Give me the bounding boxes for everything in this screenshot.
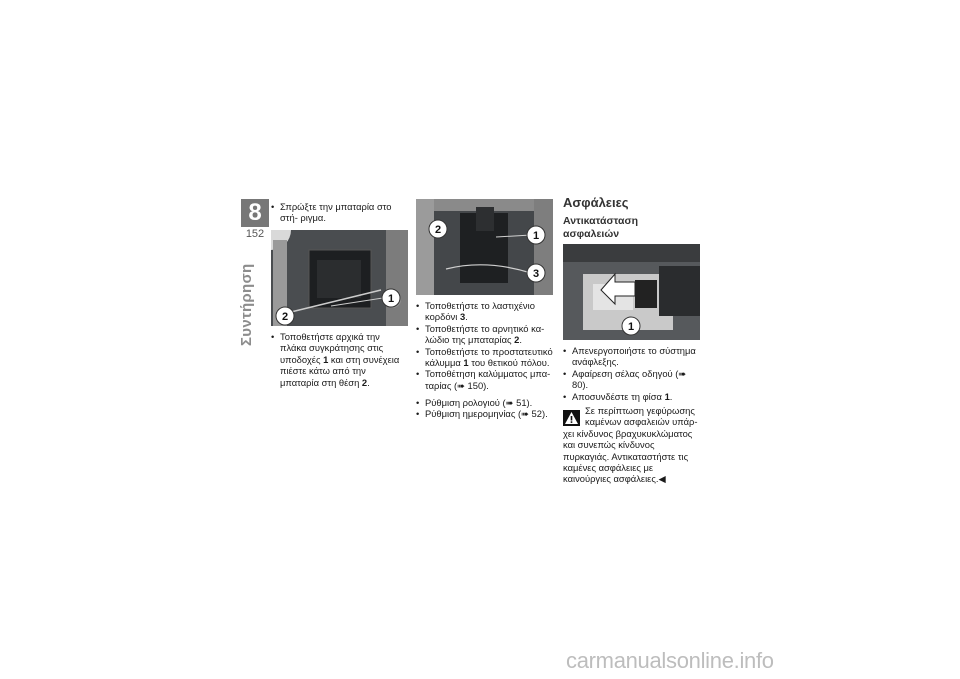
warning-text: Σε περίπτωση γεφύρωσης καμένων ασφαλειών υπάρ- χει κίνδυνος βραχυκυκλώματος και συνεπώς κίνδυνος πυρκαγιάς. Αντικαταστήστε τις καμένες ασφάλειες με καινούργιες ασφάλειες.◀ bbox=[563, 405, 698, 485]
page-ref-arrow-icon: ➠ bbox=[521, 408, 529, 420]
chapter-title-vertical: Συντήρηση bbox=[238, 263, 255, 346]
photo-label: 1 bbox=[387, 293, 395, 305]
photo-battery-holder bbox=[271, 230, 408, 326]
subsection-heading-line1: Αντικατάσταση bbox=[563, 215, 639, 227]
col1-bottom-text bbox=[271, 331, 407, 388]
watermark: carmanualsonline.info bbox=[566, 648, 774, 673]
col1-bullet: • Τοποθετήστε αρχικά την πλάκα συγκράτησης στις υποδοχές 1 και στη συνέχεια πιέστε κάτω από την μπαταρία στη θέση 2. bbox=[271, 331, 407, 388]
page-number: 152 bbox=[245, 228, 265, 240]
photo-fuse-connector bbox=[563, 244, 700, 340]
col2-bullet: • Τοποθετήστε το λαστιχένιο κορδόνι 3. bbox=[416, 300, 553, 323]
chapter-number-badge: 8 bbox=[241, 199, 269, 227]
col3-bullet: • Αφαίρεση σέλας οδηγού (➠ 80). bbox=[563, 368, 701, 391]
photo-fuse-connector-drawing bbox=[563, 244, 700, 340]
col1-top-text bbox=[271, 201, 407, 224]
photo-label: 2 bbox=[434, 224, 442, 236]
photo-battery-holder-drawing bbox=[271, 230, 408, 326]
col2-bullet: • Ρύθμιση ρολογιού (➠ 51). bbox=[416, 397, 553, 408]
photo-label: 3 bbox=[532, 268, 540, 280]
col2-bullet: • Τοποθέτηση καλύμματος μπα- ταρίας (➠ 150). bbox=[416, 368, 553, 391]
col2-steps-text bbox=[416, 300, 553, 391]
col1-bullet: • Σπρώξτε την μπαταρία στο στή- ριγμα. bbox=[271, 201, 407, 224]
photo-label: 1 bbox=[532, 230, 540, 242]
end-mark-icon: ◀ bbox=[658, 473, 666, 485]
photo-label: 1 bbox=[627, 321, 635, 333]
subsection-heading-line2: ασφαλειών bbox=[563, 228, 620, 240]
col3-bullet: • Απενεργοποιήστε το σύστημα ανάφλεξης. bbox=[563, 345, 701, 368]
col2-bullet: • Τοποθετήστε το προστατευτικό κάλυμμα 1 του θετικού πόλου. bbox=[416, 346, 553, 369]
section-heading: Ασφάλειες bbox=[563, 195, 629, 210]
col2-clock-text bbox=[416, 397, 553, 420]
photo-battery-cables-drawing bbox=[416, 199, 553, 295]
page-ref-arrow-icon: ➠ bbox=[457, 379, 465, 391]
col3-bullet: • Αποσυνδέστε τη φίσα 1. bbox=[563, 391, 701, 402]
col2-bullet: • Τοποθετήστε το αρνητικό κα- λώδιο της μπαταρίας 2. bbox=[416, 323, 553, 346]
photo-battery-cables bbox=[416, 199, 553, 295]
page-ref-arrow-icon: ➠ bbox=[678, 367, 687, 379]
col2-bullet: • Ρύθμιση ημερομηνίας (➠ 52). bbox=[416, 408, 553, 419]
page-ref-arrow-icon: ➠ bbox=[505, 397, 514, 408]
photo-label: 2 bbox=[281, 311, 289, 323]
col3-steps-text bbox=[563, 345, 701, 402]
